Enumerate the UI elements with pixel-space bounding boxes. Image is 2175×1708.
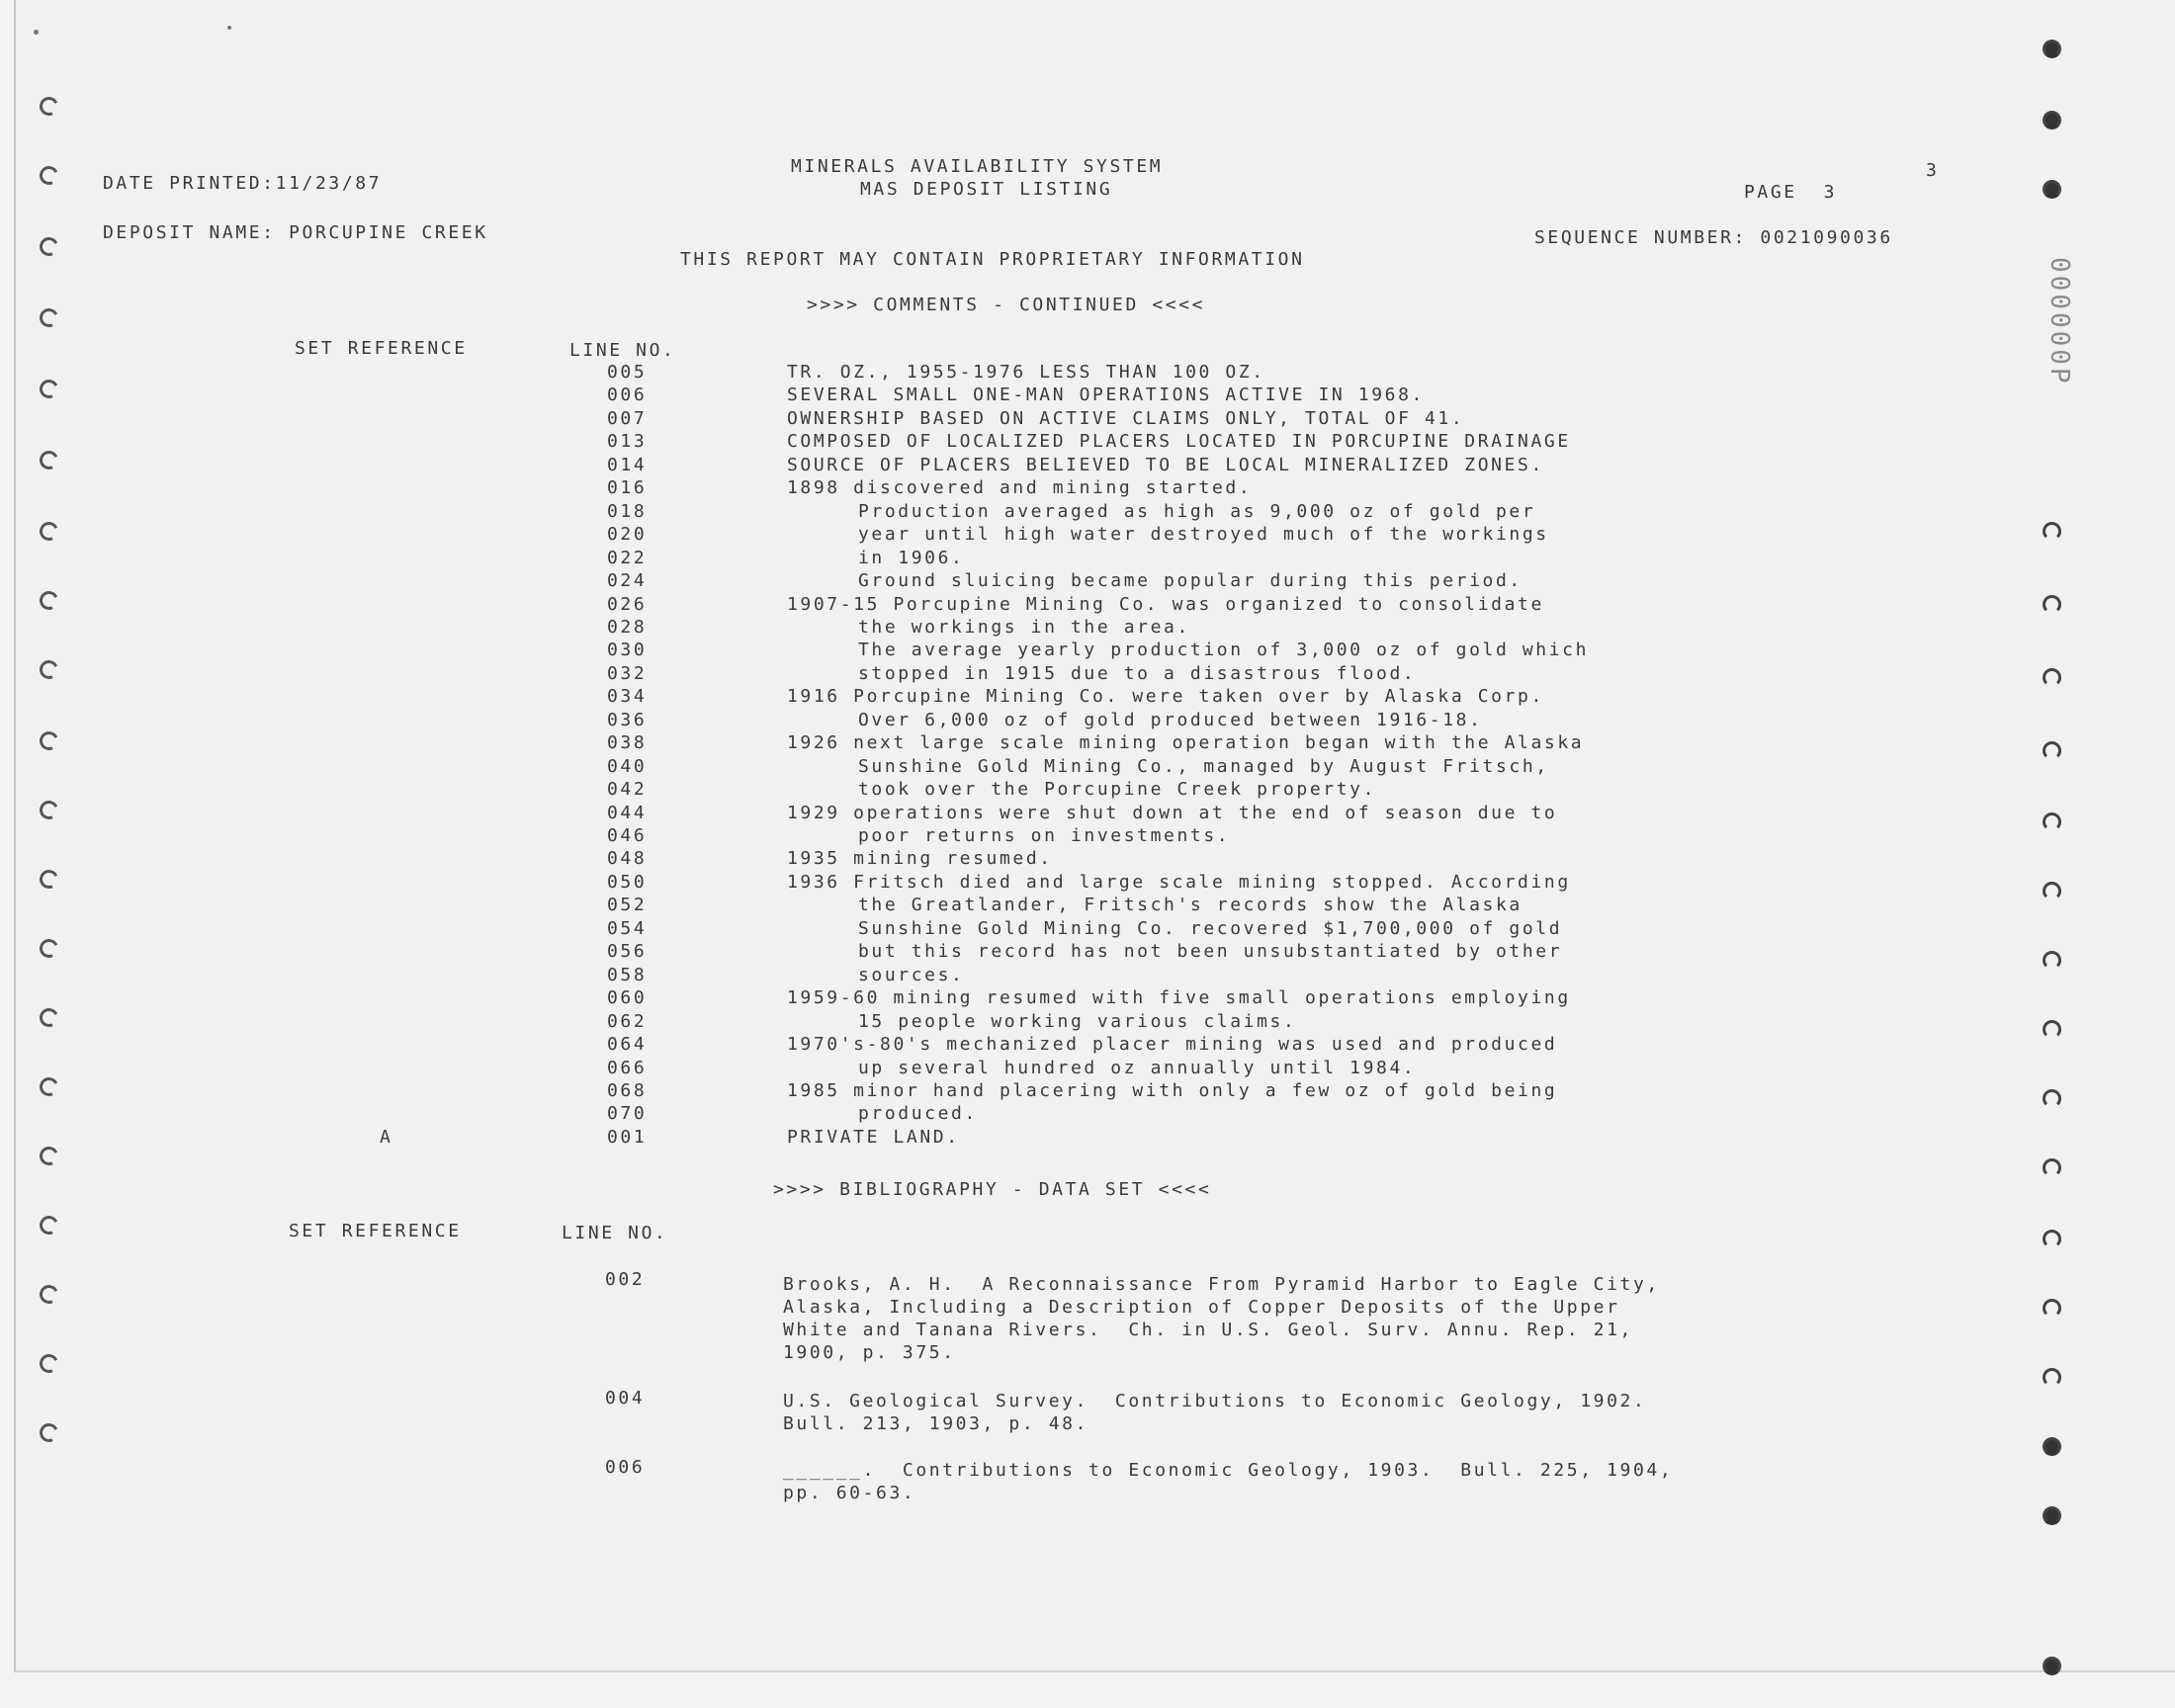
comment-text: 1970's-80's mechanized placer mining was used and produced xyxy=(787,1034,1558,1056)
bibliography-col-line-no: LINE NO. xyxy=(562,1223,668,1243)
comment-text: the workings in the area. xyxy=(858,616,1190,638)
bib-text: Brooks, A. H. A Reconnaissance From Pyramid Harbor to Eagle City, Alaska, Including a Description of Copper Deposits of the Upper White and Tanana Rivers. Ch. in U.S. Geol. Surv. Annu. Rep. 21, 1900, p. 375. xyxy=(783,1274,1660,1363)
comment-text: SOURCE OF PLACERS BELIEVED TO BE LOCAL MINERALIZED ZONES. xyxy=(787,454,1544,475)
comment-text: 15 people working various claims. xyxy=(858,1010,1297,1032)
comment-text: Sunshine Gold Mining Co. recovered $1,700,000 of gold xyxy=(858,917,1563,939)
comment-line-no: 006 xyxy=(607,384,648,406)
comment-text: 1898 discovered and mining started. xyxy=(787,477,1253,499)
feed-hole xyxy=(2043,1230,2061,1248)
comment-line-no: 054 xyxy=(607,917,648,939)
comment-text: 1907-15 Porcupine Mining Co. was organized to consolidate xyxy=(787,593,1544,615)
bib-line-no: 002 xyxy=(605,1269,646,1290)
comment-text: Sunshine Gold Mining Co., managed by August Fritsch, xyxy=(858,755,1549,777)
comment-line-no: 026 xyxy=(607,593,648,615)
feed-hole xyxy=(2043,741,2061,760)
sequence-number: SEQUENCE NUMBER: 0021090036 xyxy=(1534,227,1893,248)
comment-line-no: 001 xyxy=(607,1126,648,1148)
comment-text: produced. xyxy=(858,1103,978,1125)
bibliography-col-set-reference: SET REFERENCE xyxy=(289,1221,462,1241)
comment-text: Ground sluicing became popular during this period. xyxy=(858,570,1522,592)
feed-hole xyxy=(2043,111,2061,129)
comment-line-no: 046 xyxy=(607,825,648,846)
comment-text: 1935 mining resumed. xyxy=(787,848,1053,870)
comment-line-no: 032 xyxy=(607,662,648,684)
comment-text: stopped in 1915 due to a disastrous flood. xyxy=(858,662,1417,684)
feed-hole xyxy=(2043,882,2061,900)
comment-text: Production averaged as high as 9,000 oz of gold per xyxy=(858,500,1536,522)
proprietary-notice: THIS REPORT MAY CONTAIN PROPRIETARY INFORMATION xyxy=(680,249,1305,270)
comment-text: The average yearly production of 3,000 oz of gold which xyxy=(858,640,1590,661)
comment-line-no: 030 xyxy=(607,640,648,661)
comment-line-no: 018 xyxy=(607,500,648,522)
comment-text: year until high water destroyed much of the workings xyxy=(858,524,1549,546)
comment-text: but this record has not been unsubstantiated by other xyxy=(858,941,1563,963)
feed-hole xyxy=(2043,1299,2061,1318)
speck xyxy=(34,30,39,35)
feed-hole xyxy=(2043,1020,2061,1039)
comment-text: TR. OZ., 1955-1976 LESS THAN 100 OZ. xyxy=(787,362,1265,383)
date-printed: DATE PRINTED:11/23/87 xyxy=(103,173,383,194)
listing-title: MAS DEPOSIT LISTING xyxy=(860,179,1113,200)
comment-text: 1929 operations were shut down at the end of season due to xyxy=(787,802,1558,823)
comment-line-no: 016 xyxy=(607,477,648,499)
feed-hole xyxy=(2043,522,2061,541)
comment-text: poor returns on investments. xyxy=(858,825,1231,846)
comment-line-no: 020 xyxy=(607,524,648,546)
comment-line-no: 056 xyxy=(607,941,648,963)
comment-text: sources. xyxy=(858,964,965,985)
bib-text: ______. Contributions to Economic Geology, 1903. Bull. 225, 1904, pp. 60-63. xyxy=(783,1460,1674,1503)
feed-hole xyxy=(2043,1657,2061,1675)
feed-hole xyxy=(2043,668,2061,687)
feed-hole xyxy=(2043,1437,2061,1456)
comment-line-no: 014 xyxy=(607,454,648,475)
bibliography-section-title: >>>> BIBLIOGRAPHY - DATA SET <<<< xyxy=(773,1179,1212,1200)
comment-line-no: 042 xyxy=(607,779,648,801)
comment-line-no: 064 xyxy=(607,1034,648,1056)
comment-text: 1959-60 mining resumed with five small operations employing xyxy=(787,987,1571,1009)
comment-line-no: 060 xyxy=(607,987,648,1009)
speck xyxy=(227,26,231,30)
comment-text: took over the Porcupine Creek property. xyxy=(858,779,1377,801)
comment-line-no: 013 xyxy=(607,431,648,453)
comment-line-no: 028 xyxy=(607,616,648,638)
comments-col-line-no: LINE NO. xyxy=(569,340,676,361)
comment-text: PRIVATE LAND. xyxy=(787,1126,960,1148)
page-label: PAGE 3 xyxy=(1744,182,1838,203)
feed-hole xyxy=(2043,1158,2061,1177)
feed-hole xyxy=(2043,40,2061,58)
comment-text: Over 6,000 oz of gold produced between 1916-18. xyxy=(858,709,1483,730)
feed-hole xyxy=(2043,951,2061,970)
comment-line-no: 036 xyxy=(607,709,648,730)
feed-hole xyxy=(2043,1506,2061,1525)
comment-line-no: 052 xyxy=(607,895,648,916)
comment-line-no: 050 xyxy=(607,871,648,893)
comment-text: SEVERAL SMALL ONE-MAN OPERATIONS ACTIVE IN 1968. xyxy=(787,384,1425,406)
comment-line-no: 040 xyxy=(607,755,648,777)
feed-hole xyxy=(2043,1368,2061,1387)
comment-text: 1926 next large scale mining operation began with the Alaska xyxy=(787,732,1585,754)
comment-line-no: 022 xyxy=(607,547,648,568)
comments-section-title: >>>> COMMENTS - CONTINUED <<<< xyxy=(807,295,1206,315)
comment-line-no: 062 xyxy=(607,1010,648,1032)
comments-col-set-reference: SET REFERENCE xyxy=(295,338,468,359)
bib-text: U.S. Geological Survey. Contributions to Economic Geology, 1902. Bull. 213, 1903, p. 48. xyxy=(783,1391,1647,1434)
comment-text: in 1906. xyxy=(858,547,965,568)
comment-text: 1985 minor hand placering with only a few oz of gold being xyxy=(787,1079,1558,1101)
comment-set-reference: A xyxy=(380,1126,393,1148)
feed-hole xyxy=(2043,595,2061,614)
comment-line-no: 038 xyxy=(607,732,648,754)
deposit-name: DEPOSIT NAME: PORCUPINE CREEK xyxy=(103,222,488,243)
comment-text: the Greatlander, Fritsch's records show the Alaska xyxy=(858,895,1522,916)
feed-hole xyxy=(2043,1089,2061,1108)
bib-line-no: 004 xyxy=(605,1388,646,1409)
comment-line-no: 066 xyxy=(607,1057,648,1078)
comment-text: 1916 Porcupine Mining Co. were taken over by Alaska Corp. xyxy=(787,686,1544,708)
comment-line-no: 007 xyxy=(607,407,648,429)
comment-text: up several hundred oz annually until 1984. xyxy=(858,1057,1417,1078)
comment-line-no: 005 xyxy=(607,362,648,383)
comment-line-no: 068 xyxy=(607,1079,648,1101)
system-title: MINERALS AVAILABILITY SYSTEM xyxy=(791,156,1164,177)
comment-text: 1936 Fritsch died and large scale mining stopped. According xyxy=(787,871,1571,893)
feed-hole xyxy=(2043,812,2061,831)
comment-text: COMPOSED OF LOCALIZED PLACERS LOCATED IN PORCUPINE DRAINAGE xyxy=(787,431,1571,453)
comment-line-no: 048 xyxy=(607,848,648,870)
comment-line-no: 044 xyxy=(607,802,648,823)
comment-line-no: 070 xyxy=(607,1103,648,1125)
bib-line-no: 006 xyxy=(605,1457,646,1478)
side-stamp: 000000P xyxy=(2044,257,2074,386)
comment-line-no: 024 xyxy=(607,570,648,592)
feed-hole xyxy=(2043,180,2061,199)
comment-line-no: 058 xyxy=(607,964,648,985)
comment-line-no: 034 xyxy=(607,686,648,708)
comment-text: OWNERSHIP BASED ON ACTIVE CLAIMS ONLY, TOTAL OF 41. xyxy=(787,407,1465,429)
page-number-handwritten: 3 xyxy=(1926,160,1940,181)
